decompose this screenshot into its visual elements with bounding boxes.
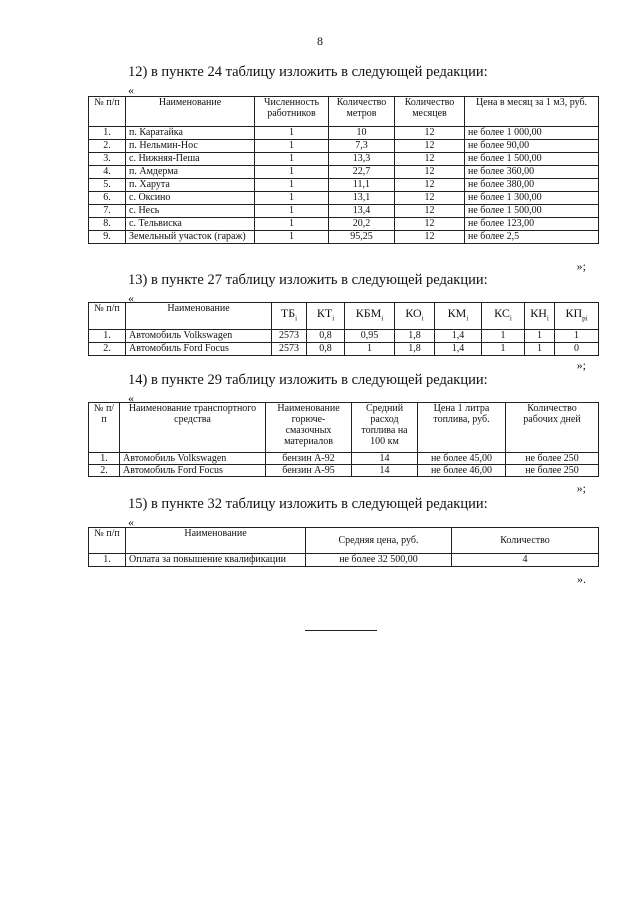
table-cell: 1 <box>555 330 599 343</box>
col-header-number: № п/п <box>89 97 126 127</box>
table-cell: 1 <box>255 192 329 205</box>
table-cell: п. Харута <box>126 179 255 192</box>
header-subscript: i <box>421 314 424 323</box>
table-cell: не более 46,00 <box>418 465 506 477</box>
header-label: КБМ <box>355 305 382 320</box>
table-cell: 13,1 <box>329 192 395 205</box>
col-header-5 <box>395 303 435 330</box>
table-row <box>89 453 599 465</box>
col-header-workers: Численность работников <box>255 97 329 127</box>
table-cell: 7. <box>89 205 126 218</box>
table-row <box>89 231 599 244</box>
table-cell: Оплата за повышение квалификации <box>126 554 306 567</box>
table-cell: не более 250 <box>506 465 599 477</box>
table-cell: 1 <box>255 231 329 244</box>
table-cell: п. Нельмин-Нос <box>126 140 255 153</box>
table-cell: 11,1 <box>329 179 395 192</box>
header-subscript: i <box>295 314 298 323</box>
col-header-name: Наименование <box>126 97 255 127</box>
table-cell: 1 <box>255 205 329 218</box>
table-cell: 14 <box>352 465 418 477</box>
table-cell: не более 250 <box>506 453 599 465</box>
open-quote: « <box>128 291 134 305</box>
col-header-quantity: Количество <box>452 528 599 554</box>
header-label: КТ <box>316 305 333 320</box>
table-cell: Автомобиль Ford Focus <box>126 343 272 356</box>
table-cell: 0 <box>555 343 599 356</box>
table-cell: не более 380,00 <box>465 179 599 192</box>
table-cell: Автомобиль Volkswagen <box>126 330 272 343</box>
col-header-price: Цена в месяц за 1 м3, руб. <box>465 97 599 127</box>
table-row <box>89 127 599 140</box>
col-header-months: Количество месяцев <box>395 97 465 127</box>
table-header-row <box>89 528 599 554</box>
table-cell: 1,8 <box>395 330 435 343</box>
table-row <box>89 192 599 205</box>
table-cell: 1 <box>482 330 525 343</box>
table-cell: 12 <box>395 231 465 244</box>
table-row <box>89 153 599 166</box>
table-cell: с. Тельвиска <box>126 218 255 231</box>
table-cell: 2573 <box>272 343 307 356</box>
table-cell: 12 <box>395 218 465 231</box>
table-cell: Автомобиль Ford Focus <box>120 465 266 477</box>
table-row <box>89 166 599 179</box>
table-cell: 13,4 <box>329 205 395 218</box>
table-cell: 12 <box>395 205 465 218</box>
section-15-heading: 15) в пункте 32 таблицу изложить в следующей редакции: <box>128 496 488 512</box>
col-header-number: № п/п <box>89 528 126 554</box>
table-cell: 1 <box>525 330 555 343</box>
header-subscript: рi <box>582 314 588 323</box>
header-subscript: i <box>466 314 469 323</box>
table-cell: п. Амдерма <box>126 166 255 179</box>
table-cell: 1 <box>525 343 555 356</box>
open-quote: « <box>128 391 134 405</box>
table-cell: 1 <box>255 166 329 179</box>
table-cell: с. Оксино <box>126 192 255 205</box>
close-quote-14: »; <box>576 481 586 495</box>
table-cell: не более 2,5 <box>465 231 599 244</box>
table-header-row <box>89 403 599 453</box>
col-header-9 <box>555 303 599 330</box>
col-header-7 <box>482 303 525 330</box>
table-cell: 1. <box>89 330 126 343</box>
table-row <box>89 343 599 356</box>
col-header-average-price: Средняя цена, руб. <box>306 528 452 554</box>
table-row <box>89 205 599 218</box>
col-header-name: Наименование <box>126 528 306 554</box>
close-quote-12: »; <box>576 259 586 273</box>
header-label: КО <box>405 305 422 320</box>
header-label: КН <box>530 305 547 320</box>
table-cell: 1 <box>255 127 329 140</box>
table-cell: 12 <box>395 192 465 205</box>
page-number: 8 <box>317 34 323 48</box>
table-cell: 4. <box>89 166 126 179</box>
table-cell: 95,25 <box>329 231 395 244</box>
table-cell: 1. <box>89 453 120 465</box>
table-row <box>89 330 599 343</box>
col-header-4 <box>345 303 395 330</box>
col-header-fuel-type: Наименование горюче-смазочных материалов <box>266 403 352 453</box>
table-cell: 22,7 <box>329 166 395 179</box>
table-cell: 6. <box>89 192 126 205</box>
header-label: КМ <box>447 305 467 320</box>
col-header-1 <box>126 303 272 330</box>
table-cell: бензин А-95 <box>266 465 352 477</box>
col-header-2 <box>272 303 307 330</box>
section-12-heading: 12) в пункте 24 таблицу изложить в следующей редакции: <box>128 64 488 80</box>
col-header-work-days: Количество рабочих дней <box>506 403 599 453</box>
table-cell: 1. <box>89 554 126 567</box>
table-cell: не более 1 000,00 <box>465 127 599 140</box>
header-subscript: i <box>332 314 335 323</box>
table-cell: 1 <box>255 179 329 192</box>
col-header-meters: Количество метров <box>329 97 395 127</box>
header-subscript: i <box>381 314 384 323</box>
table-cell: 20,2 <box>329 218 395 231</box>
table-section-13 <box>88 302 599 356</box>
col-header-consumption: Средний расход топлива на 100 км <box>352 403 418 453</box>
table-row <box>89 465 599 477</box>
table-cell: 1,4 <box>435 343 482 356</box>
table-cell: не более 1 300,00 <box>465 192 599 205</box>
table-cell: 3. <box>89 153 126 166</box>
open-quote: « <box>128 83 134 97</box>
open-quote: « <box>128 515 134 529</box>
close-quote-15: ». <box>577 572 586 586</box>
table-cell: 2. <box>89 140 126 153</box>
table-cell: 4 <box>452 554 599 567</box>
close-quote-13: »; <box>576 358 586 372</box>
header-label: ТБ <box>280 305 296 320</box>
table-row <box>89 179 599 192</box>
table-cell: не более 45,00 <box>418 453 506 465</box>
table-cell: 2. <box>89 343 126 356</box>
table-cell: 5. <box>89 179 126 192</box>
table-cell: 0,95 <box>345 330 395 343</box>
table-cell: бензин А-92 <box>266 453 352 465</box>
table-cell: 9. <box>89 231 126 244</box>
table-cell: 1 <box>255 153 329 166</box>
table-cell: 7,3 <box>329 140 395 153</box>
table-section-14 <box>88 402 599 477</box>
col-header-0 <box>89 303 126 330</box>
table-cell: 14 <box>352 453 418 465</box>
signature-divider-line <box>305 630 377 631</box>
header-subscript: i <box>509 314 512 323</box>
header-subscript: i <box>546 314 549 323</box>
table-row <box>89 554 599 567</box>
header-label: КП <box>565 305 583 320</box>
col-header-number: № п/п <box>89 403 120 453</box>
col-header-8 <box>525 303 555 330</box>
table-cell: 1 <box>345 343 395 356</box>
table-section-12 <box>88 96 599 244</box>
header-label: Наименование <box>167 303 230 314</box>
table-cell: 12 <box>395 166 465 179</box>
table-cell: 1 <box>482 343 525 356</box>
table-cell: не более 1 500,00 <box>465 153 599 166</box>
table-cell: Автомобиль Volkswagen <box>120 453 266 465</box>
table-cell: 1 <box>255 140 329 153</box>
table-cell: Земельный участок (гараж) <box>126 231 255 244</box>
col-header-fuel-price: Цена 1 литра топлива, руб. <box>418 403 506 453</box>
table-cell: 2. <box>89 465 120 477</box>
table-row <box>89 140 599 153</box>
table-cell: 10 <box>329 127 395 140</box>
col-header-6 <box>435 303 482 330</box>
table-cell: не более 123,00 <box>465 218 599 231</box>
section-14-heading: 14) в пункте 29 таблицу изложить в следующей редакции: <box>128 372 488 388</box>
table-section-15 <box>88 527 599 567</box>
col-header-3 <box>307 303 345 330</box>
table-cell: 12 <box>395 127 465 140</box>
table-cell: с. Нижняя-Пеша <box>126 153 255 166</box>
table-header-row <box>89 97 599 127</box>
table-cell: 1,4 <box>435 330 482 343</box>
table-cell: 12 <box>395 140 465 153</box>
col-header-vehicle: Наименование транспортного средства <box>120 403 266 453</box>
table-cell: не более 360,00 <box>465 166 599 179</box>
table-cell: не более 1 500,00 <box>465 205 599 218</box>
table-row <box>89 218 599 231</box>
table-cell: не более 90,00 <box>465 140 599 153</box>
header-label: КС <box>494 305 510 320</box>
table-cell: 1,8 <box>395 343 435 356</box>
header-label: № п/п <box>94 303 120 314</box>
table-cell: 13,3 <box>329 153 395 166</box>
table-header-row <box>89 303 599 330</box>
table-cell: п. Каратайка <box>126 127 255 140</box>
table-cell: 1 <box>255 218 329 231</box>
table-cell: 0,8 <box>307 343 345 356</box>
section-13-heading: 13) в пункте 27 таблицу изложить в следующей редакции: <box>128 272 488 288</box>
table-cell: с. Несь <box>126 205 255 218</box>
table-cell: 1. <box>89 127 126 140</box>
table-cell: 2573 <box>272 330 307 343</box>
table-cell: 0,8 <box>307 330 345 343</box>
table-cell: 12 <box>395 179 465 192</box>
table-cell: 12 <box>395 153 465 166</box>
table-cell: 8. <box>89 218 126 231</box>
table-cell: не более 32 500,00 <box>306 554 452 567</box>
